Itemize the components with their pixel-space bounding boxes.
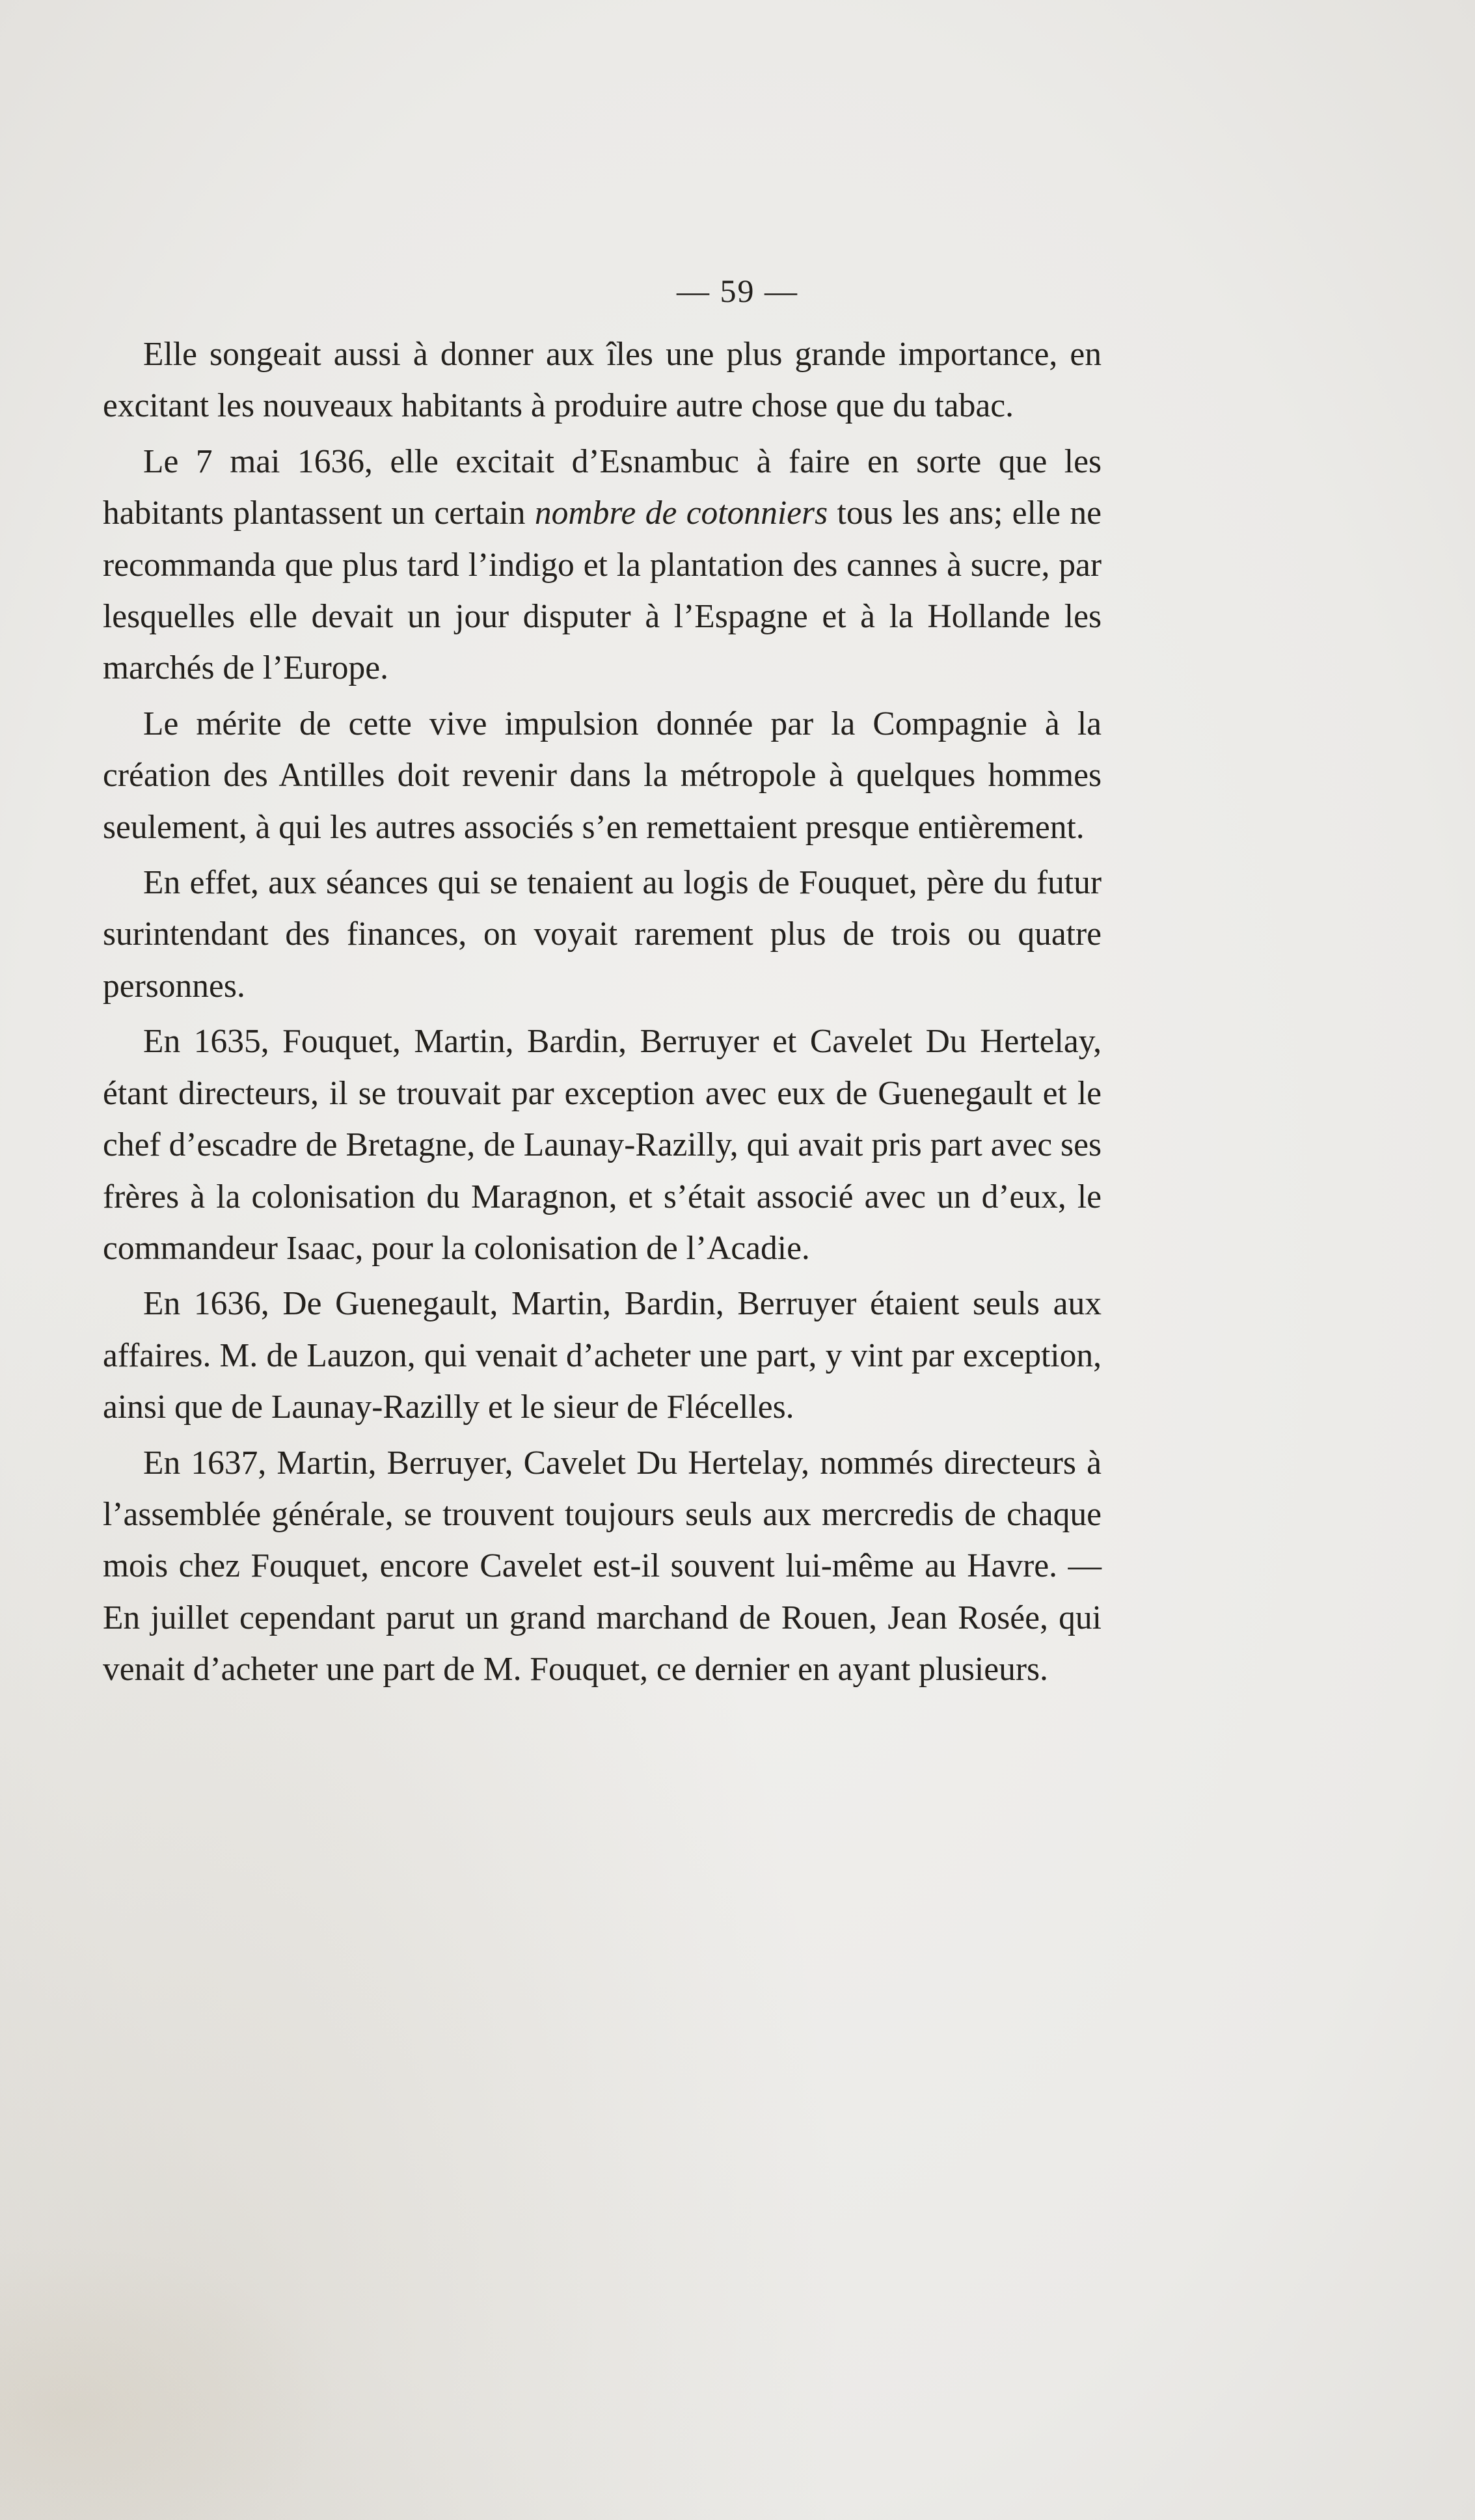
paragraph-2 xyxy=(103,436,1102,694)
paragraph-2-italic-phrase: nombre de cotonniers xyxy=(534,495,828,532)
body-text xyxy=(103,329,1102,1700)
paragraph-4: En effet, aux séances qui se tenaient au logis de Fouquet, père du futur surintendant des finances, on voyait rarement plus de trois ou quatre personnes. xyxy=(103,864,1102,1005)
paragraph-7: En 1637, Martin, Berruyer, Cavelet Du Hertelay, nommés directeurs à l’assemblée générale, se trouvent toujours seuls aux mercredis de chaque mois chez Fouquet, encore Cavelet est-il souvent lui-même au Havre. — En juillet cependant parut un grand marchand de Rouen, Jean Rosée, qui venait d’acheter une part de M. Fouquet, ce dernier en ayant plusieurs. xyxy=(103,1444,1102,1688)
paragraph-1: Elle songeait aussi à donner aux îles une plus grande importance, en excitant les nouveaux habitants à produire autre chose que du tabac. xyxy=(103,336,1102,425)
paragraph-5: En 1635, Fouquet, Martin, Bardin, Berruyer et Cavelet Du Hertelay, étant directeurs, il se trouvait par exception avec eux de Guenegault et le chef d’escadre de Bretagne, de Launay-Razilly, qui avait pris part avec ses frères à la colonisation du Maragnon, et s’était associé avec un d’eux, le commandeur Isaac, pour la colonisation de l’Acadie. xyxy=(103,1023,1102,1267)
paragraph-2-text-end: tous les ans; elle ne recommanda que plus tard l’indigo et la plantation des cannes à sucre, par lesquelles elle devait un jour disputer à l’Espagne et à la Hollande les marchés de l’Europe. xyxy=(103,495,1102,687)
paragraph-3: Le mérite de cette vive impulsion donnée par la Compagnie à la création des Antilles doit revenir dans la métropole à quelques hommes seulement, à qui les autres associés s’en remettaient presque entièrement. xyxy=(103,705,1102,846)
page-number: — 59 — xyxy=(677,273,798,309)
paragraph-2-text-start: Le 7 mai 1636, elle excitait d’Esnambuc à faire en sorte que les habitants plantassent un certain xyxy=(103,442,1102,532)
paper-stain xyxy=(0,2245,338,2520)
paragraph-6: En 1636, De Guenegault, Martin, Bardin, Berruyer étaient seuls aux affaires. M. de Lauzon, qui venait d’acheter une part, y vint par exception, ainsi que de Launay-Razilly et le sieur de Flécelles. xyxy=(103,1285,1102,1426)
